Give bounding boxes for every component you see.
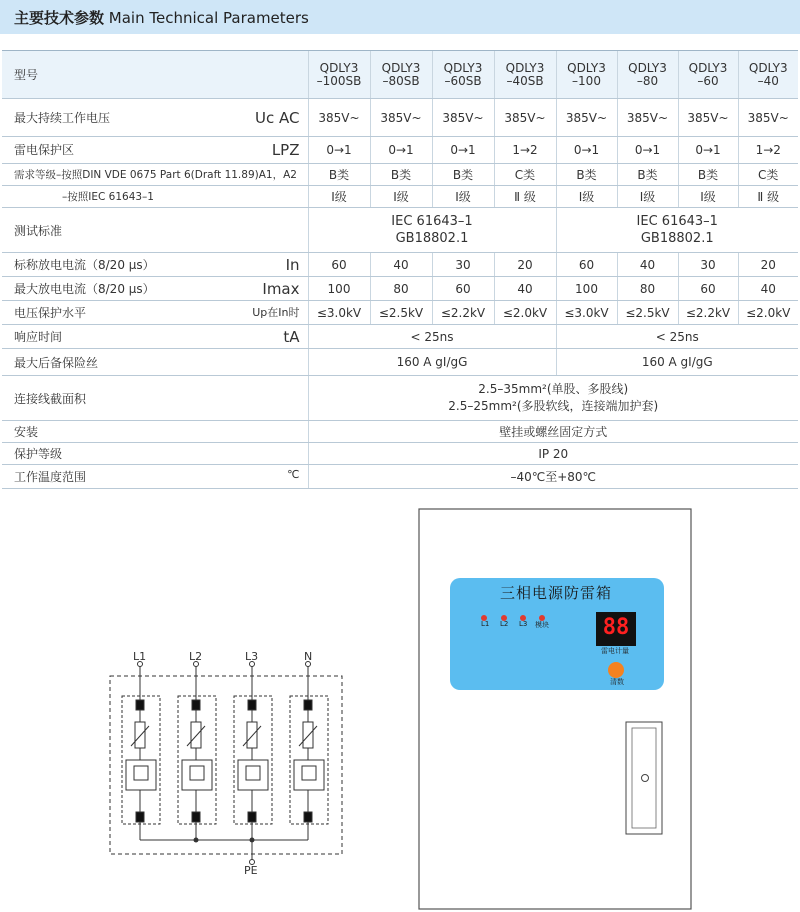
class-din-label: 需求等级–按照DIN VDE 0675 Part 6(Draft 11.89)A1，A2 [2, 164, 308, 186]
class-din-row [2, 164, 798, 186]
up-label: 电压保护水平 Up在In时 [2, 301, 308, 325]
in-value: 60 [556, 253, 617, 277]
counter-value: 88 [602, 615, 630, 640]
up-value: ≤2.5kV [370, 301, 432, 325]
uc-value: 385V~ [617, 99, 678, 137]
imax-value: 40 [738, 277, 798, 301]
class-din-value: B类 [678, 164, 738, 186]
install-label: 安装 [2, 421, 308, 443]
uc-value: 385V~ [556, 99, 617, 137]
in-value: 30 [432, 253, 494, 277]
class-din-value: C类 [494, 164, 556, 186]
wire-value: 2.5–35mm²(单股、多股线) 2.5–25mm²(多股软线，连接端加护套) [308, 376, 798, 421]
line-label-l3: L3 [245, 650, 259, 663]
line-label-l2: L2 [189, 650, 203, 663]
lpz-value: 0→1 [678, 137, 738, 164]
module-l2 [178, 666, 216, 840]
uc-value: 385V~ [494, 99, 556, 137]
class-iec-value: Ⅰ级 [370, 186, 432, 208]
class-iec-row [2, 186, 798, 208]
install-row [2, 421, 798, 443]
imax-value: 100 [556, 277, 617, 301]
imax-value: 80 [617, 277, 678, 301]
in-value: 60 [308, 253, 370, 277]
fuse-group2: 160 A gI/gG [556, 349, 798, 376]
wire-row [2, 376, 798, 421]
imax-row [2, 277, 798, 301]
module-l1 [122, 666, 160, 840]
class-din-value: C类 [738, 164, 798, 186]
reset-button-label[interactable]: 清数 [610, 678, 624, 686]
temp-label: 工作温度范围 ℃ [2, 465, 308, 489]
ta-group2: < 25ns [556, 325, 798, 349]
model-cell: QDLY3 –100SB [308, 51, 370, 99]
protection-label: 保护等级 [2, 443, 308, 465]
uc-value: 385V~ [678, 99, 738, 137]
lpz-value: 0→1 [308, 137, 370, 164]
model-cell: QDLY3 –40SB [494, 51, 556, 99]
in-row [2, 253, 798, 277]
class-iec-value: Ⅰ级 [617, 186, 678, 208]
lpz-row [2, 137, 798, 164]
class-iec-value: Ⅱ 级 [494, 186, 556, 208]
lpz-value: 0→1 [617, 137, 678, 164]
wiring-diagram [100, 648, 360, 888]
module-n [290, 666, 328, 840]
model-cell: QDLY3 –60 [678, 51, 738, 99]
lpz-value: 0→1 [370, 137, 432, 164]
model-label: 型号 [2, 51, 308, 99]
in-value: 20 [738, 253, 798, 277]
install-value: 壁挂或螺丝固定方式 [308, 421, 798, 443]
model-cell: QDLY3 –40 [738, 51, 798, 99]
model-row [2, 51, 798, 99]
class-iec-value: Ⅰ级 [678, 186, 738, 208]
model-cell: QDLY3 –60SB [432, 51, 494, 99]
cabinet-illustration [418, 508, 694, 912]
imax-value: 60 [678, 277, 738, 301]
ta-group1: < 25ns [308, 325, 556, 349]
up-value: ≤2.0kV [494, 301, 556, 325]
led-label-l1: L1 [481, 620, 490, 628]
ground-label-pe: PE [244, 864, 258, 877]
standard-group2: IEC 61643–1 GB18802.1 [556, 208, 798, 253]
led-label-module: 模块 [535, 621, 549, 629]
line-label-l1: L1 [133, 650, 147, 663]
class-iec-value: Ⅱ 级 [738, 186, 798, 208]
class-din-value: B类 [370, 164, 432, 186]
model-cell: QDLY3 –80 [617, 51, 678, 99]
wire-label: 连接线截面积 [2, 376, 308, 421]
ta-row [2, 325, 798, 349]
lpz-value: 0→1 [432, 137, 494, 164]
in-value: 40 [617, 253, 678, 277]
standard-label: 测试标准 [2, 208, 308, 253]
up-value: ≤3.0kV [556, 301, 617, 325]
class-din-value: B类 [308, 164, 370, 186]
class-iec-value: Ⅰ级 [556, 186, 617, 208]
parameters-table [2, 50, 798, 489]
uc-label: 最大持续工作电压 Uc AC [2, 99, 308, 137]
led-label-l3: L3 [519, 620, 528, 628]
module-l3 [234, 666, 272, 840]
up-row [2, 301, 798, 325]
lpz-label: 雷电保护区 LPZ [2, 137, 308, 164]
imax-value: 100 [308, 277, 370, 301]
uc-value: 385V~ [308, 99, 370, 137]
line-label-n: N [304, 650, 313, 663]
in-value: 20 [494, 253, 556, 277]
cabinet-body [419, 509, 691, 909]
up-value: ≤3.0kV [308, 301, 370, 325]
section-title: 主要技术参数 Main Technical Parameters [14, 9, 309, 27]
imax-value: 40 [494, 277, 556, 301]
imax-label: 最大放电电流（8/20 μs） Imax [2, 277, 308, 301]
lpz-value: 1→2 [494, 137, 556, 164]
lpz-value: 0→1 [556, 137, 617, 164]
standard-row [2, 208, 798, 253]
fuse-group1: 160 A gI/gG [308, 349, 556, 376]
up-value: ≤2.2kV [432, 301, 494, 325]
class-din-value: B类 [556, 164, 617, 186]
class-din-value: B类 [617, 164, 678, 186]
standard-group1: IEC 61643–1 GB18802.1 [308, 208, 556, 253]
temp-value: –40℃至+80℃ [308, 465, 798, 489]
led-label-l2: L2 [500, 620, 509, 628]
uc-value: 385V~ [432, 99, 494, 137]
up-value: ≤2.5kV [617, 301, 678, 325]
class-iec-value: Ⅰ级 [432, 186, 494, 208]
protection-value: IP 20 [308, 443, 798, 465]
ta-label: 响应时间 tA [2, 325, 308, 349]
in-value: 40 [370, 253, 432, 277]
class-din-value: B类 [432, 164, 494, 186]
class-iec-label: –按照IEC 61643–1 [2, 186, 308, 208]
imax-value: 80 [370, 277, 432, 301]
temp-row [2, 465, 798, 489]
reset-button [608, 662, 624, 678]
lock-icon [642, 775, 649, 782]
uc-row [2, 99, 798, 137]
fuse-row [2, 349, 798, 376]
in-label: 标称放电电流（8/20 μs） In [2, 253, 308, 277]
section-header [0, 0, 800, 34]
cabinet-title: 三相电源防雷箱 [499, 584, 612, 602]
fuse-label: 最大后备保险丝 [2, 349, 308, 376]
imax-value: 60 [432, 277, 494, 301]
model-cell: QDLY3 –80SB [370, 51, 432, 99]
up-value: ≤2.0kV [738, 301, 798, 325]
up-value: ≤2.2kV [678, 301, 738, 325]
protection-row [2, 443, 798, 465]
uc-value: 385V~ [370, 99, 432, 137]
model-cell: QDLY3 –100 [556, 51, 617, 99]
counter-label: 雷电计量 [601, 647, 629, 655]
in-value: 30 [678, 253, 738, 277]
class-iec-value: Ⅰ级 [308, 186, 370, 208]
uc-value: 385V~ [738, 99, 798, 137]
lpz-value: 1→2 [738, 137, 798, 164]
